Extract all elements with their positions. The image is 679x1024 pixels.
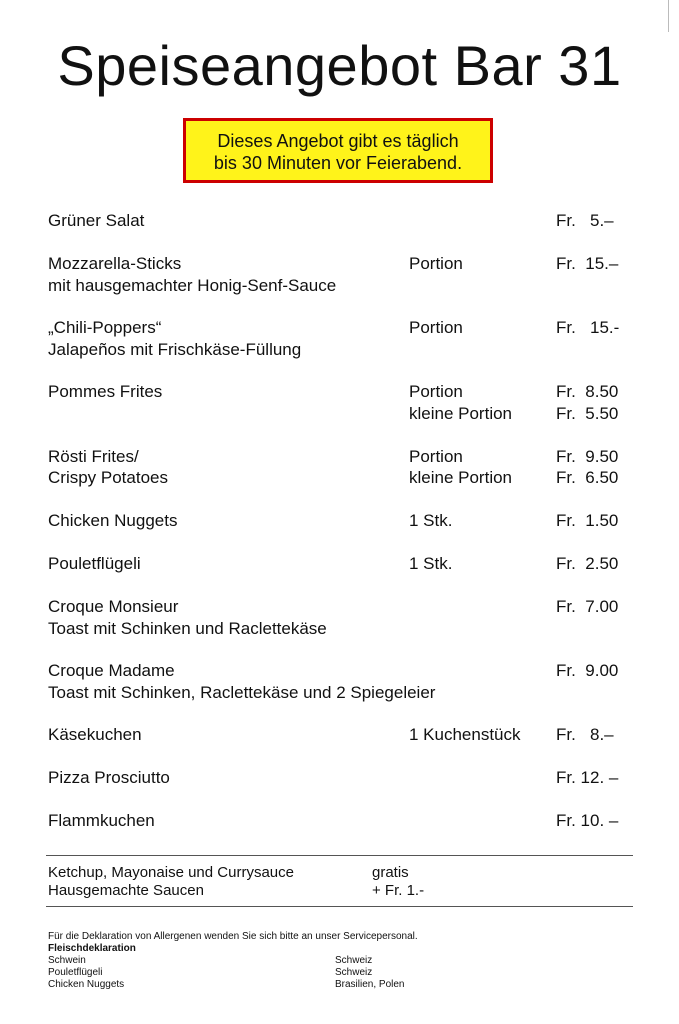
item-name: Pizza Prosciutto [48, 768, 170, 787]
item-portion: Portion [409, 254, 463, 273]
meat-item: Schwein [48, 955, 86, 966]
meat-origin: Brasilien, Polen [335, 979, 405, 990]
sauces-free-label: Ketchup, Mayonaise und Currysauce [48, 864, 294, 881]
opening-notice [183, 118, 493, 183]
menu-title: Speiseangebot Bar 31 [57, 34, 622, 97]
meat-origin: Schweiz [335, 967, 373, 978]
meat-item: Chicken Nuggets [48, 979, 125, 990]
sauces-section [46, 855, 633, 907]
item-name: Crispy Potatoes [48, 468, 168, 487]
item-price: Fr. 1.50 [556, 511, 619, 530]
sauces-homemade-price: + Fr. 1.- [372, 882, 425, 899]
item-price: Fr. 7.00 [556, 597, 619, 616]
item-name: Croque Madame [48, 661, 175, 680]
item-price: Fr. 9.50 [556, 447, 619, 466]
item-name: Mozzarella-Sticks [48, 254, 182, 273]
item-portion: Portion [409, 382, 463, 401]
meat-declaration-row [48, 967, 548, 979]
meat-declaration-heading: Fleischdeklaration [48, 943, 136, 954]
item-price: Fr. 8.– [556, 725, 614, 744]
item-portion: kleine Portion [409, 404, 513, 423]
item-price: Fr. 9.00 [556, 661, 619, 680]
item-name: Pouletflügeli [48, 554, 141, 573]
item-name: „Chili-Poppers“ [48, 318, 162, 337]
item-description: mit hausgemachter Honig-Senf-Sauce [48, 276, 337, 295]
sauces-homemade-label: Hausgemachte Saucen [48, 882, 204, 899]
item-price: Fr. 10. – [556, 811, 619, 830]
item-portion: 1 Kuchenstück [409, 725, 521, 744]
meat-item: Pouletflügeli [48, 967, 103, 978]
item-price: Fr. 12. – [556, 768, 619, 787]
item-name: Flammkuchen [48, 811, 155, 830]
item-price: Fr. 8.50 [556, 382, 619, 401]
item-price: Fr. 2.50 [556, 554, 619, 573]
item-portion: Portion [409, 318, 463, 337]
meat-declaration-row [48, 979, 548, 991]
item-name: Croque Monsieur [48, 597, 179, 616]
item-name: Käsekuchen [48, 725, 142, 744]
item-description: Toast mit Schinken und Raclettekäse [48, 619, 327, 638]
meat-origin: Schweiz [335, 955, 373, 966]
item-portion: kleine Portion [409, 468, 513, 487]
sauces-free-price: gratis [372, 864, 409, 881]
item-name: Grüner Salat [48, 211, 145, 230]
item-name: Pommes Frites [48, 382, 163, 401]
item-price: Fr. 6.50 [556, 468, 619, 487]
notice-line-2: bis 30 Minuten vor Feierabend. [213, 153, 463, 173]
notice-line-1: Dieses Angebot gibt es täglich [217, 131, 459, 151]
item-portion: Portion [409, 447, 463, 466]
item-name: Chicken Nuggets [48, 511, 178, 530]
item-description: Toast mit Schinken, Raclettekäse und 2 Spiegeleier [48, 683, 436, 702]
item-price: Fr. 15.- [556, 318, 620, 337]
item-description: Jalapeños mit Frischkäse-Füllung [48, 340, 302, 359]
item-portion: 1 Stk. [409, 554, 453, 573]
item-price: Fr. 15.– [556, 254, 619, 273]
item-name: Rösti Frites/ [48, 447, 139, 466]
item-portion: 1 Stk. [409, 511, 453, 530]
allergen-note: Für die Deklaration von Allergenen wenden Sie sich bitte an unser Servicepersonal. [48, 931, 418, 942]
page-edge [668, 0, 669, 32]
meat-declaration-row [48, 955, 548, 967]
item-price: Fr. 5.50 [556, 404, 619, 423]
item-price: Fr. 5.– [556, 211, 614, 230]
